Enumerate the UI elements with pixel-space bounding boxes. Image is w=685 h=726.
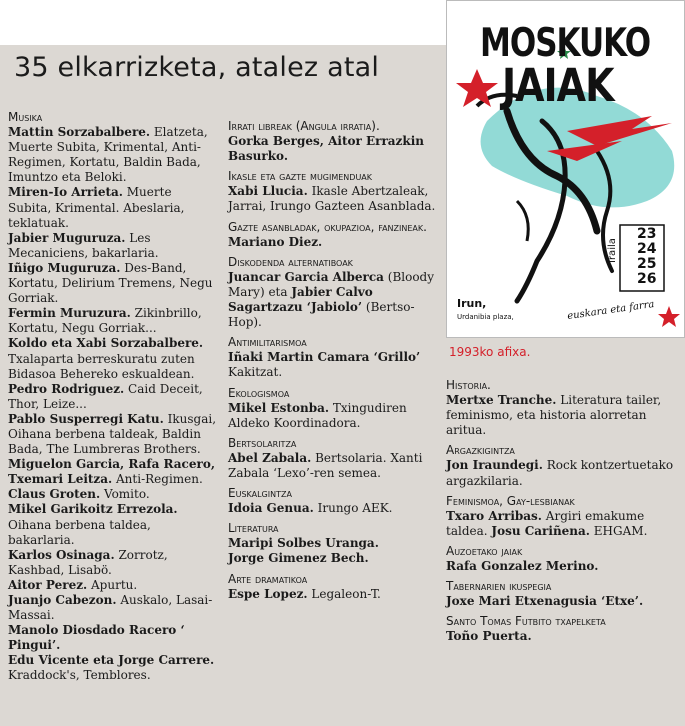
- entry-paragraph: [228, 134, 438, 164]
- entry-names: Pablo Susperregi Katu.: [8, 411, 164, 426]
- category-heading: Tabernarien ikuspegia: [446, 579, 552, 594]
- entry-paragraph: [8, 457, 218, 487]
- entry-names: Xabi Llucia.: [228, 184, 308, 199]
- entry-names: Miren-Io Arrieta.: [8, 185, 123, 200]
- poster-slogan: euskara eta farra: [566, 298, 656, 323]
- entry-description: Txingudiren Aldeko Koordinadora.: [228, 400, 407, 430]
- entry-description: Irungo AEK.: [313, 501, 393, 516]
- brush-stroke: [517, 201, 528, 241]
- entry-names: Jabier Muguruza.: [8, 230, 126, 245]
- entry-names: Aitor Perez.: [8, 577, 88, 592]
- entry-description: Caid Deceit, Thor, Leize...: [8, 381, 203, 411]
- entry-names: Mikel Garikoitz Errezola.: [8, 502, 178, 517]
- entry-names: Pedro Rodriguez.: [8, 381, 125, 396]
- entry-names: Manolo Diosdado Racero ‘ Pingui’.: [8, 623, 185, 653]
- entry-paragraph: [8, 578, 218, 593]
- entry-paragraph: [8, 261, 218, 306]
- festival-poster: [446, 0, 685, 338]
- category-heading: Ikasle eta gazte mugimenduak: [228, 169, 373, 184]
- entry-description: Kakitzat.: [228, 365, 283, 380]
- column-1: [8, 110, 218, 684]
- entry-names: Abel Zabala.: [228, 450, 312, 465]
- entry-names: Jon Iraundegi.: [446, 458, 543, 473]
- entry-names: Claus Groten.: [8, 487, 101, 502]
- entry-paragraph: [8, 623, 218, 653]
- entry-paragraph: [446, 509, 674, 539]
- entry-names: Jorge Gimenez Bech.: [228, 551, 369, 566]
- poster-caption: 1993ko afixa.: [449, 345, 531, 359]
- entry-names: Jabier Calvo Sagartzazu ‘Jabiolo’: [228, 284, 373, 315]
- red-star-icon: [456, 69, 498, 107]
- entry-description: Zorrotz, Kashbad, Lisabö.: [8, 547, 168, 577]
- category-heading: Antimilitarismoa: [228, 335, 307, 350]
- entry-names: Fermin Muruzura.: [8, 306, 131, 321]
- entry-paragraph: [446, 594, 674, 609]
- entry-description: Legaleon-T.: [307, 586, 381, 601]
- category-heading: Musika: [8, 110, 43, 124]
- entry-names: Juanjo Cabezon.: [8, 593, 117, 607]
- poster-dates: 23 24 25 26: [637, 226, 657, 287]
- entry-paragraph: [228, 587, 438, 602]
- entry-description: Ikusgai, Oihana berbena taldeak, Baldin Bada, The Lumbreras Brothers.: [8, 411, 217, 457]
- poster-place: Irun,: [457, 297, 487, 310]
- category-heading: Bertsolaritza: [228, 435, 297, 450]
- page-title: 35 elkarrizketa, atalez atal: [14, 52, 380, 83]
- entry-names: Idoia Genua.: [228, 501, 314, 516]
- entry-paragraph: [228, 184, 438, 214]
- column-3: [446, 378, 674, 645]
- column-2: [228, 119, 438, 602]
- entry-description: Auskalo, Lasai-Massai.: [8, 593, 213, 623]
- entry-paragraph: [446, 559, 674, 574]
- entry-names: Txaro Arribas.: [446, 508, 542, 523]
- entry-description: (Bloody Mary) eta: [228, 269, 435, 299]
- entry-paragraph: [8, 653, 218, 683]
- entry-paragraph: [8, 125, 218, 185]
- category-heading: Arte dramatikoa: [228, 571, 308, 586]
- entry-paragraph: [228, 401, 438, 431]
- poster-month: Iraila: [607, 238, 618, 263]
- entry-names: Iñigo Muguruza.: [8, 260, 121, 275]
- entry-description: Rock kontzertuetako argazkilaria.: [446, 458, 674, 488]
- entry-description: Oihana berbena taldea, bakarlaria.: [8, 517, 151, 547]
- entry-paragraph: [8, 382, 218, 412]
- entry-description: Elatzeta, Muerte Subita, Krimental, Anti-Regimen, Kortatu, Baldin Bada, Imuntzo eta Beloki.: [8, 125, 208, 185]
- entry-paragraph: [228, 451, 438, 481]
- category-heading: Auzoetako jaiak: [446, 543, 523, 558]
- entry-paragraph: [228, 350, 438, 380]
- entry-description: Kraddock's, Temblores.: [8, 668, 151, 683]
- entry-names: Josu Cariñena.: [491, 523, 590, 538]
- entry-names: Gorka Berges, Aitor Errazkin Basurko.: [228, 134, 424, 164]
- entry-description: Anti-Regimen.: [112, 472, 203, 487]
- category-heading: Historia.: [446, 378, 491, 392]
- entry-paragraph: [228, 551, 438, 566]
- entry-paragraph: [446, 458, 674, 488]
- entry-description: Vomito.: [100, 487, 150, 502]
- entry-description: Argiri emakume taldea.: [446, 508, 645, 538]
- category-heading: Ekologismoa: [228, 385, 290, 400]
- category-heading: Gazte asanbladak, okupazioa, fanzineak.: [228, 219, 427, 234]
- entry-description: Les Mecaniciens, bakarlaria.: [8, 230, 159, 260]
- category-heading: Argazkigintza: [446, 443, 515, 458]
- entry-description: Ikasle Abertzaleak, Jarrai, Irungo Gazteen Asanblada.: [228, 184, 436, 214]
- entry-description: Apurtu.: [87, 577, 138, 592]
- entry-paragraph: [8, 336, 218, 381]
- entry-paragraph: [8, 502, 218, 547]
- entry-paragraph: [228, 501, 438, 516]
- entry-paragraph: [446, 393, 674, 438]
- entry-paragraph: [228, 270, 438, 330]
- entry-paragraph: [8, 185, 218, 230]
- poster-title-line2: JAIAK: [502, 59, 614, 112]
- category-heading: Irrati libreak (Angula irratia).: [228, 119, 380, 133]
- entry-description: Muerte Subita, Krimental. Abeslaria, teklatuak.: [8, 185, 185, 230]
- entry-names: Koldo eta Xabi Sorzabalbere.: [8, 336, 204, 351]
- entry-description: Txalaparta berreskuratu zuten Bidasoa Behereko eskualdean.: [8, 351, 195, 381]
- category-heading: Santo Tomas Futbito txapelketa: [446, 614, 606, 629]
- entry-names: Iñaki Martin Camara ‘Grillo’: [228, 350, 421, 365]
- entry-paragraph: [8, 412, 218, 457]
- entry-paragraph: [8, 593, 218, 623]
- entry-names: Edu Vicente eta Jorge Carrere.: [8, 653, 215, 668]
- entry-description: EHGAM.: [589, 523, 648, 538]
- entry-paragraph: [8, 487, 218, 502]
- entry-description: Bertsolaria. Xanti Zabala ‘Lexo’-ren semea.: [228, 450, 423, 480]
- poster-place-sub: Urdanibia plaza,: [457, 313, 514, 321]
- category-heading: Diskodenda alternatiboak: [228, 254, 353, 269]
- entry-names: Juancar Garcia Alberca: [228, 269, 384, 284]
- entry-description: Des-Band, Kortatu, Delirium Tremens, Negu Gorriak.: [8, 260, 213, 306]
- entry-names: Mikel Estonba.: [228, 400, 330, 415]
- entry-names: Toño Puerta.: [446, 629, 532, 644]
- entry-description: Literatura tailer, feminismo, eta historia alorretan aritua.: [446, 393, 662, 438]
- entry-names: Mertxe Tranche.: [446, 393, 557, 408]
- entry-names: Espe Lopez.: [228, 586, 308, 601]
- entry-names: Miguelon Garcia, Rafa Racero, Txemari Leitza.: [8, 457, 216, 487]
- entry-paragraph: [228, 536, 438, 551]
- entry-names: Joxe Mari Etxenagusia ‘Etxe’.: [446, 594, 644, 609]
- entry-names: Mattin Sorzabalbere.: [8, 125, 151, 140]
- category-heading: Literatura: [228, 521, 279, 536]
- entry-names: Maripi Solbes Uranga.: [228, 536, 379, 551]
- entry-paragraph: [228, 235, 438, 250]
- entry-paragraph: [8, 548, 218, 578]
- entry-description: Zikinbrillo, Kortatu, Negu Gorriak...: [8, 306, 202, 336]
- entry-description: (Bertso-Hop).: [228, 300, 415, 330]
- entry-names: Karlos Osinaga.: [8, 547, 115, 562]
- entry-paragraph: [446, 629, 674, 644]
- category-heading: Feminismoa, Gay-lesbianak: [446, 493, 575, 508]
- entry-paragraph: [8, 306, 218, 336]
- entry-names: Mariano Diez.: [228, 234, 323, 249]
- entry-paragraph: [8, 231, 218, 261]
- red-star-icon: [658, 306, 680, 327]
- category-heading: Euskalgintza: [228, 486, 292, 501]
- entry-names: Rafa Gonzalez Merino.: [446, 559, 599, 574]
- poster-title-line1: MOSKUKO: [480, 21, 651, 66]
